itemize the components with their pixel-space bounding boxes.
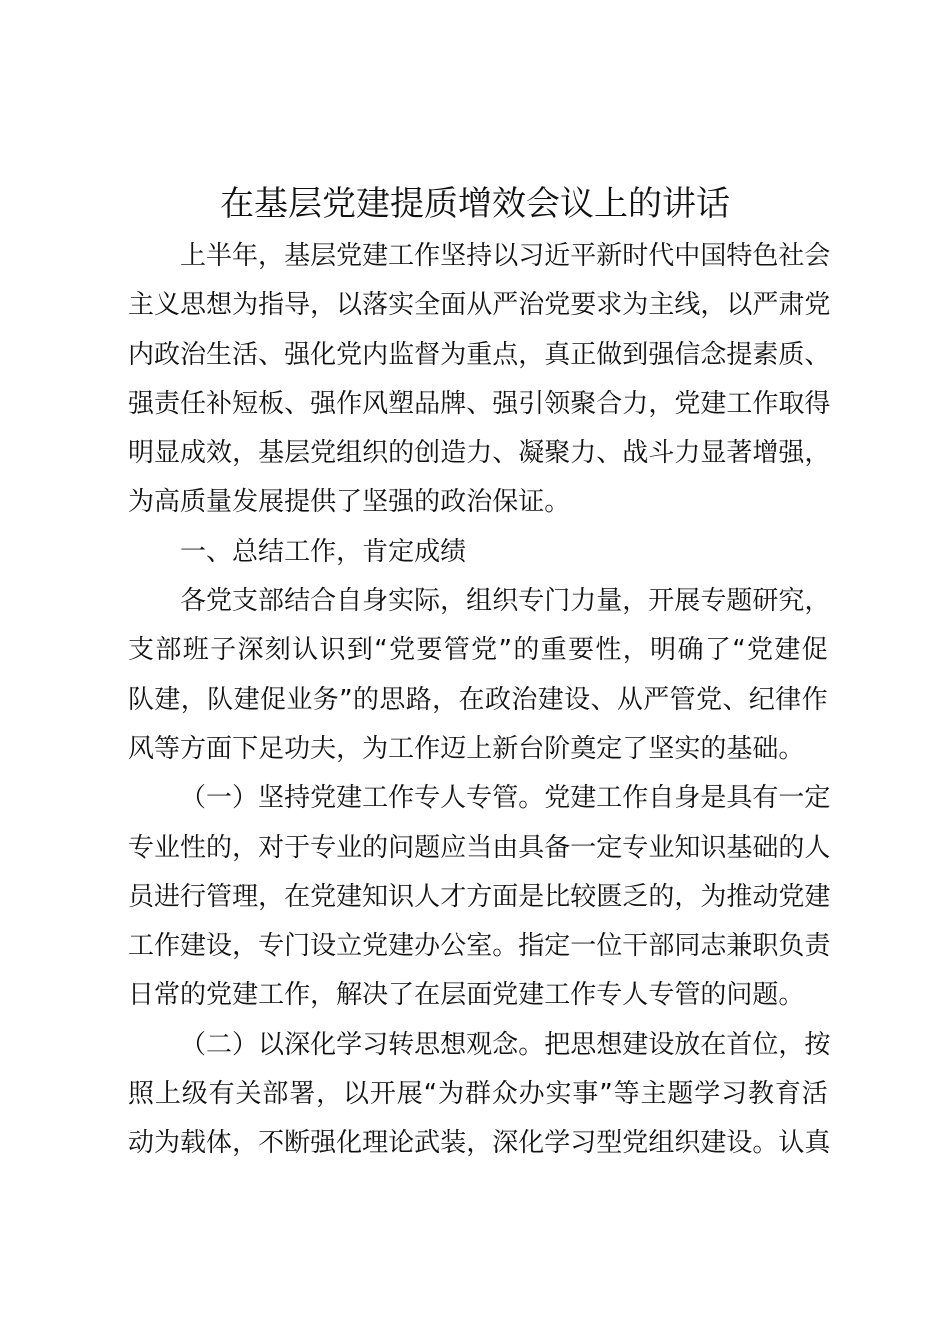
text-line: （ 二 ） 以 深 化 学 习 转 思 想 观 念 。 把 思 想 建 设 放 在 首 位 ， 按 bbox=[180, 1029, 831, 1060]
text-line: 风 等 方 面 下 足 功 夫 ， 为 工 作 迈 上 新 台 阶 奠 定 了 坚 实 的 基 础 。 bbox=[128, 733, 805, 764]
text-line: （ 一 ） 坚 持 党 建 工 作 专 人 专 管 。 党 建 工 作 自 身 是 具 有 一 定 bbox=[180, 783, 831, 814]
text-line: 明 显 成 效 ， 基 层 党 组 织 的 创 造 力 、 凝 聚 力 、 战 斗 力 显 著 增 强 ， bbox=[128, 438, 831, 469]
document-title: 在基层党建提质增效会议上的讲话 bbox=[220, 184, 730, 224]
text-line: 员 进 行 管 理 ， 在 党 建 知 识 人 才 方 面 是 比 较 匮 乏 的 ， 为 推 动 党 建 bbox=[128, 881, 831, 912]
text-line: 队 建 ， 队 建 促 业 务 ” 的 思 路 ， 在 政 治 建 设 、 从 严 管 党 、 纪 律 作 bbox=[128, 684, 828, 715]
text-line: 支 部 班 子 深 刻 认 识 到 “ 党 要 管 党 ” 的 重 要 性 ， 明 确 了 “ 党 建 促 bbox=[128, 635, 828, 666]
text-line: 内 政 治 生 活 、 强 化 党 内 监 督 为 重 点 ， 真 正 做 到 强 信 念 提 素 质 、 bbox=[128, 339, 831, 370]
text-line: 主 义 思 想 为 指 导 ， 以 落 实 全 面 从 严 治 党 要 求 为 主 线 ， 以 严 肃 党 bbox=[128, 290, 831, 321]
text-line: 日 常 的 党 建 工 作 ， 解 决 了 在 层 面 党 建 工 作 专 人 专 管 的 问 题 。 bbox=[128, 980, 805, 1011]
text-line: 照 上 级 有 关 部 署 ， 以 开 展 “ 为 群 众 办 实 事 ” 等 主 题 学 习 教 育 活 bbox=[128, 1079, 828, 1110]
document-body bbox=[128, 232, 831, 1169]
text-line: 为 高 质 量 发 展 提 供 了 坚 强 的 政 治 保 证 。 bbox=[128, 487, 571, 518]
text-line: 动 为 载 体 ， 不 断 强 化 理 论 武 装 ， 深 化 学 习 型 党 组 织 建 设 。 认 真 bbox=[128, 1128, 831, 1159]
text-line: 上 半 年 ， 基 层 党 建 工 作 坚 持 以 习 近 平 新 时 代 中 国 特 色 社 会 bbox=[180, 241, 831, 271]
text-line: 强 责 任 补 短 板 、 强 作 风 塑 品 牌 、 强 引 领 聚 合 力 ， 党 建 工 作 取 得 bbox=[128, 388, 831, 419]
text-line: 工 作 建 设 ， 专 门 设 立 党 建 办 公 室 。 指 定 一 位 干 部 同 志 兼 职 负 责 bbox=[128, 931, 831, 962]
text-line: 专 业 性 的 ， 对 于 专 业 的 问 题 应 当 由 具 备 一 定 专 业 知 识 基 础 的 人 bbox=[128, 832, 831, 863]
text-line: 一 、 总 结 工 作 ， 肯 定 成 绩 bbox=[180, 536, 467, 567]
text-line: 各 党 支 部 结 合 自 身 实 际 ， 组 织 专 门 力 量 ， 开 展 专 题 研 究 ， bbox=[180, 586, 831, 617]
